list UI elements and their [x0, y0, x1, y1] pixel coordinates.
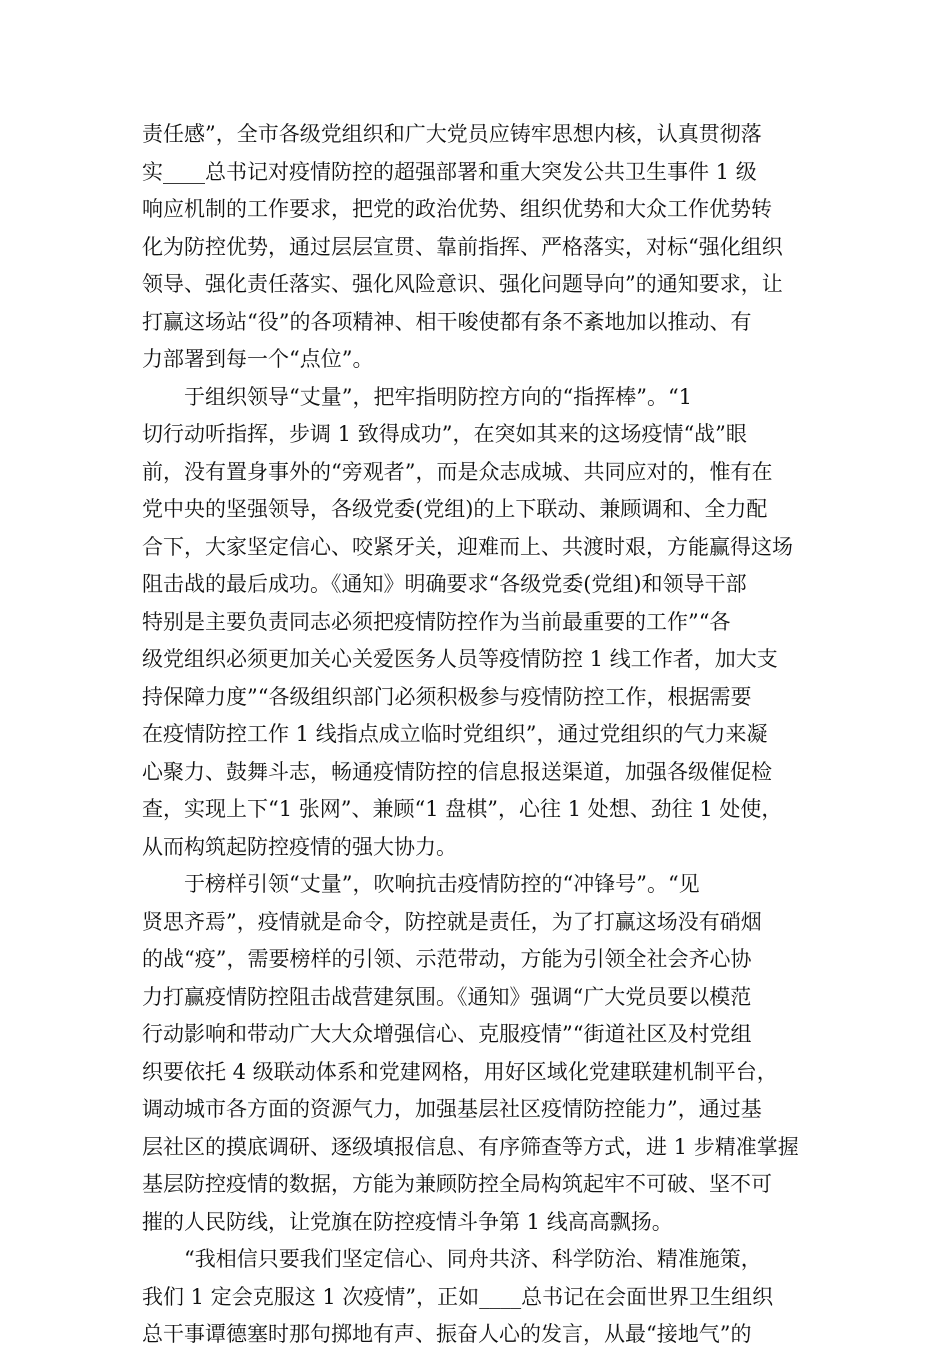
text-line: 总干事谭德塞时那句掷地有声、振奋人心的发言，从最“接地气”的 [142, 1322, 752, 1346]
text-line: 心聚力、鼓舞斗志，畅通疫情防控的信息报送渠道，加强各级催促检 [142, 759, 772, 784]
text-line: 于榜样引领“丈量”，吹响抗击疫情防控的“冲锋号”。“见 [184, 872, 700, 896]
text-line: 特别是主要负责同志必须把疫情防控作为当前最重要的工作”“各 [142, 609, 731, 634]
text-line: 领导、强化责任落实、强化风险意识、强化问题导向”的通知要求，让 [142, 272, 783, 296]
text-line: 力部署到每一个“点位”。 [142, 347, 374, 371]
text-line: 贤思齐焉”，疫情就是命令，防控就是责任，为了打赢这场没有硝烟 [142, 909, 762, 934]
text-line: 阻击战的最后成功。《通知》明确要求“各级党委(党组)和领导干部 [142, 572, 747, 596]
text-line: 于组织领导“丈量”，把牢指明防控方向的“指挥棒”。“1 [184, 384, 693, 409]
paragraph [142, 1241, 808, 1354]
paragraph [142, 866, 808, 1241]
text-line: 化为防控优势，通过层层宣贯、靠前指挥、严格落实，对标“强化组织 [142, 234, 783, 259]
text-line: 力打赢疫情防控阻击战营建氛围。《通知》强调“广大党员要以模范 [142, 984, 752, 1009]
text-line: 摧的人民防线，让党旗在防控疫情斗争第 1 线高高飘扬。 [142, 1209, 673, 1234]
text-line: 响应机制的工作要求，把党的政治优势、组织优势和大众工作优势转 [142, 197, 772, 221]
text-line: 党中央的坚强领导，各级党委(党组)的上下联动、兼顾调和、全力配 [142, 497, 768, 521]
text-line: 级党组织必须更加关心关爱医务人员等疫情防控 1 线工作者，加大支 [142, 647, 778, 671]
text-line: 的战“疫”，需要榜样的引领、示范带动，方能为引领全社会齐心协 [142, 947, 752, 971]
text-line: 在疫情防控工作 1 线指点成立临时党组织”，通过党组织的气力来凝 [142, 722, 768, 746]
text-line: 从而构筑起防控疫情的强大协力。 [142, 834, 457, 859]
paragraph [142, 379, 808, 867]
text-line: 持保障力度”“各级组织部门必须积极参与疫情防控工作，根据需要 [142, 684, 752, 709]
paragraph [142, 116, 808, 379]
text-line: 前，没有置身事外的“旁观者”，而是众志成城、共同应对的，惟有在 [142, 459, 773, 484]
text-line: 打赢这场站“役”的各项精神、相干唆使都有条不紊地加以推动、有 [142, 309, 752, 334]
text-line: 合下，大家坚定信心、咬紧牙关，迎难而上、共渡时艰，方能赢得这场 [142, 534, 793, 559]
text-line: 实____总书记对疫情防控的超强部署和重大突发公共卫生事件 1 级 [142, 159, 757, 184]
text-line: “我相信只要我们坚定信心、同舟共济、科学防治、精准施策， [184, 1247, 762, 1271]
text-line: 责任感”，全市各级党组织和广大党员应铸牢思想内核，认真贯彻落 [142, 122, 762, 146]
text-line: 查，实现上下“1 张网”、兼顾“1 盘棋”，心往 1 处想、劲往 1 处使， [142, 797, 783, 821]
text-line: 织要依托 4 级联动体系和党建网格，用好区域化党建联建机制平台， [142, 1059, 778, 1084]
document-body [142, 116, 808, 1354]
text-line: 调动城市各方面的资源气力，加强基层社区疫情防控能力”，通过基 [142, 1097, 762, 1121]
text-line: 切行动听指挥，步调 1 致得成功”，在突如其来的这场疫情“战”眼 [142, 422, 747, 446]
text-line: 行动影响和带动广大大众增强信心、克服疫情”“街道社区及村党组 [142, 1022, 752, 1046]
text-line: 我们 1 定会克服这 1 次疫情”，正如____总书记在会面世界卫生组织 [142, 1284, 774, 1309]
text-line: 层社区的摸底调研、逐级填报信息、有序筛查等方式，进 1 步精准掌握 [142, 1134, 799, 1159]
text-line: 基层防控疫情的数据，方能为兼顾防控全局构筑起牢不可破、坚不可 [142, 1172, 772, 1196]
